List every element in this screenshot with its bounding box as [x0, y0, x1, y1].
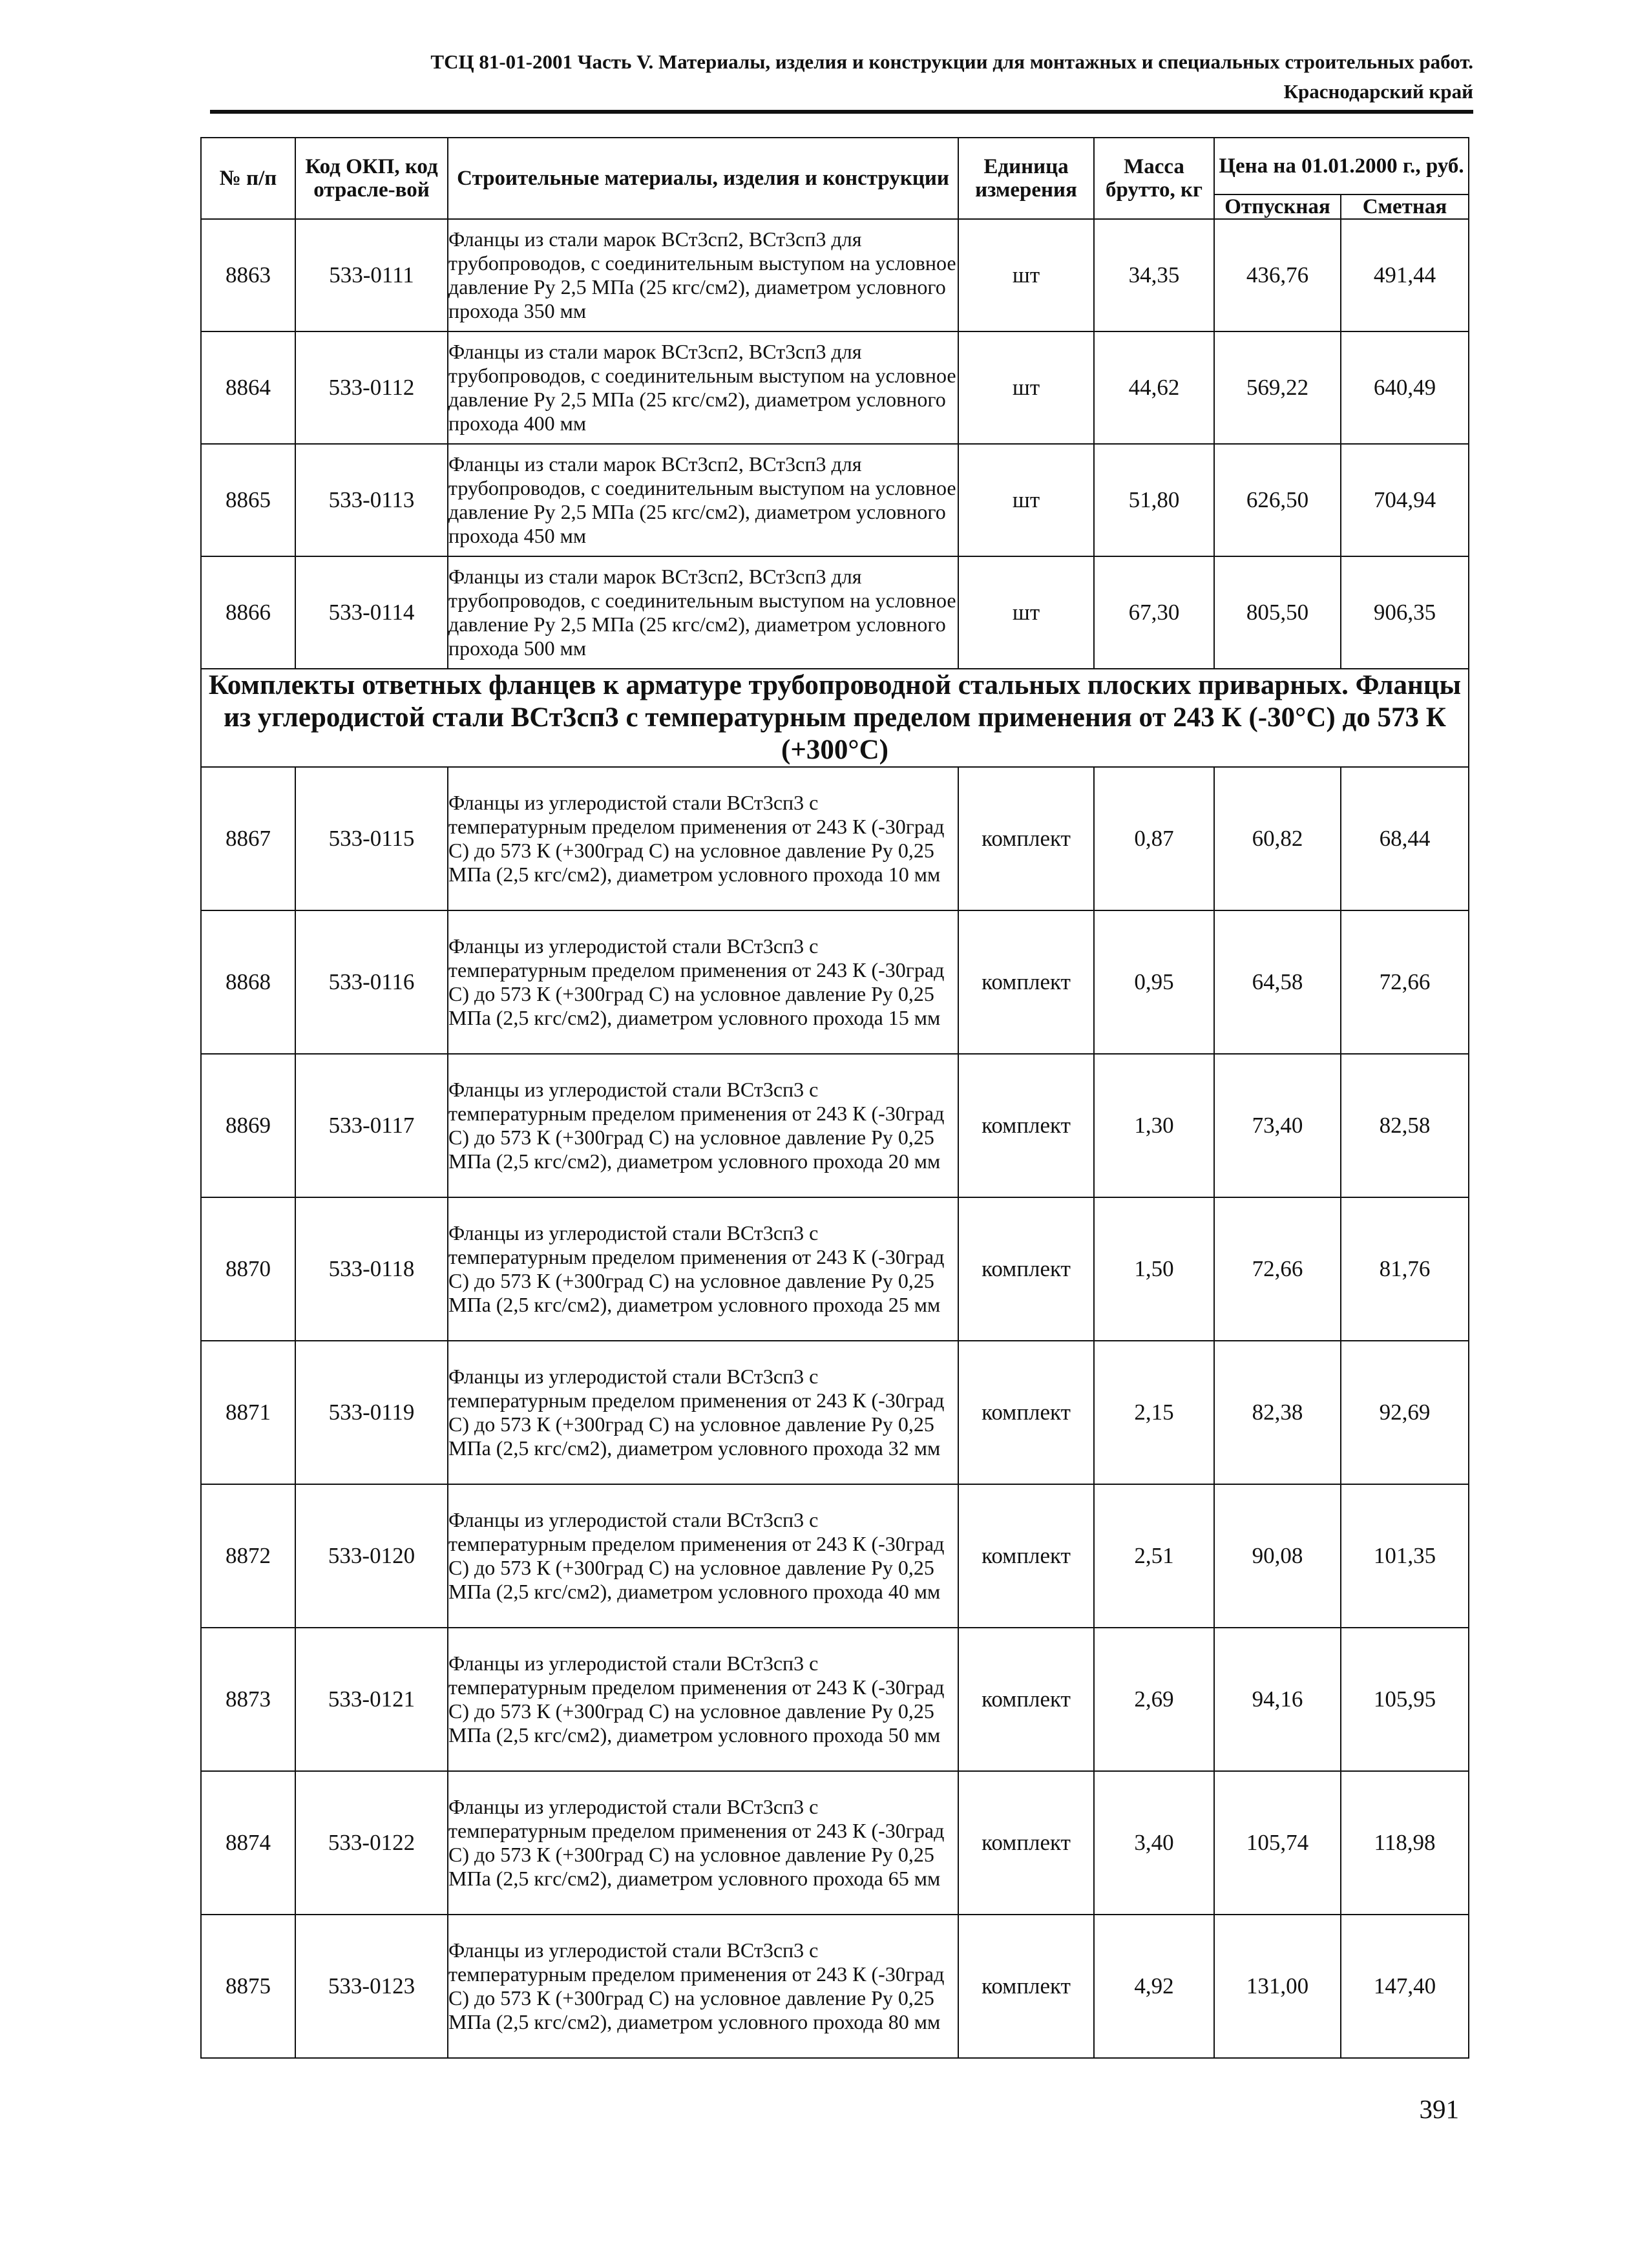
row-mass: 2,51 — [1094, 1484, 1214, 1628]
row-number: 8874 — [201, 1771, 295, 1915]
table-row — [201, 1341, 1469, 1484]
row-number: 8875 — [201, 1915, 295, 2058]
row-mass: 1,50 — [1094, 1197, 1214, 1341]
row-release-price: 94,16 — [1214, 1628, 1341, 1771]
row-code: 533-0118 — [295, 1197, 448, 1341]
row-code: 533-0117 — [295, 1054, 448, 1197]
table-row — [201, 556, 1469, 669]
row-mass: 0,87 — [1094, 767, 1214, 910]
row-description: Фланцы из углеродистой стали ВСт3сп3 с температурным пределом применения от 243 К (-30град С) до 573 К (+300град С) на условное давление Ру 0,25 МПа (2,5 кгс/см2), диаметром условного прохода 80 мм — [448, 1915, 958, 2058]
row-number: 8867 — [201, 767, 295, 910]
row-description: Фланцы из углеродистой стали ВСт3сп3 с температурным пределом применения от 243 К (-30град С) до 573 К (+300град С) на условное давление Ру 0,25 МПа (2,5 кгс/см2), диаметром условного прохода 50 мм — [448, 1628, 958, 1771]
price-table — [200, 137, 1469, 2059]
row-estimate-price: 72,66 — [1341, 910, 1469, 1054]
row-code: 533-0121 — [295, 1628, 448, 1771]
row-release-price: 60,82 — [1214, 767, 1341, 910]
table-row — [201, 1484, 1469, 1628]
row-release-price: 569,22 — [1214, 331, 1341, 444]
row-unit: комплект — [958, 1484, 1094, 1628]
row-estimate-price: 101,35 — [1341, 1484, 1469, 1628]
table-row — [201, 331, 1469, 444]
row-mass: 34,35 — [1094, 219, 1214, 331]
table-row — [201, 444, 1469, 556]
table-section — [201, 669, 1469, 767]
row-number: 8864 — [201, 331, 295, 444]
row-description: Фланцы из углеродистой стали ВСт3сп3 с температурным пределом применения от 243 К (-30град С) до 573 К (+300град С) на условное давление Ру 0,25 МПа (2,5 кгс/см2), диаметром условного прохода 25 мм — [448, 1197, 958, 1341]
row-code: 533-0122 — [295, 1771, 448, 1915]
col-header-release-price: Отпускная — [1214, 194, 1341, 219]
table-row — [201, 910, 1469, 1054]
section-title: Комплекты ответных фланцев к арматуре трубопроводной стальных плоских приварных. Фланцы из углеродистой стали ВСт3сп3 с температурным пределом применения от 243 К (-30°С) до 573 К (+300°С) — [201, 669, 1469, 767]
row-estimate-price: 92,69 — [1341, 1341, 1469, 1484]
row-release-price: 105,74 — [1214, 1771, 1341, 1915]
row-number: 8863 — [201, 219, 295, 331]
row-release-price: 82,38 — [1214, 1341, 1341, 1484]
table-row — [201, 767, 1469, 910]
table-body-flange-sets — [201, 767, 1469, 2058]
col-header-price: Цена на 01.01.2000 г., руб. — [1214, 138, 1469, 194]
col-header-mass: Масса брутто, кг — [1094, 138, 1214, 219]
row-unit: комплект — [958, 1915, 1094, 2058]
header-rule — [210, 110, 1473, 114]
page-number: 391 — [1419, 2094, 1459, 2124]
col-header-name: Строительные материалы, изделия и конструкции — [448, 138, 958, 219]
row-description: Фланцы из углеродистой стали ВСт3сп3 с температурным пределом применения от 243 К (-30град С) до 573 К (+300град С) на условное давление Ру 0,25 МПа (2,5 кгс/см2), диаметром условного прохода 15 мм — [448, 910, 958, 1054]
row-number: 8870 — [201, 1197, 295, 1341]
row-estimate-price: 82,58 — [1341, 1054, 1469, 1197]
row-mass: 4,92 — [1094, 1915, 1214, 2058]
row-release-price: 131,00 — [1214, 1915, 1341, 2058]
row-code: 533-0116 — [295, 910, 448, 1054]
row-unit: комплект — [958, 1628, 1094, 1771]
table-row — [201, 1628, 1469, 1771]
row-estimate-price: 68,44 — [1341, 767, 1469, 910]
row-code: 533-0114 — [295, 556, 448, 669]
row-mass: 0,95 — [1094, 910, 1214, 1054]
row-release-price: 90,08 — [1214, 1484, 1341, 1628]
row-unit: шт — [958, 556, 1094, 669]
row-release-price: 626,50 — [1214, 444, 1341, 556]
row-unit: шт — [958, 331, 1094, 444]
row-description: Фланцы из углеродистой стали ВСт3сп3 с температурным пределом применения от 243 К (-30град С) до 573 К (+300град С) на условное давление Ру 0,25 МПа (2,5 кгс/см2), диаметром условного прохода 20 мм — [448, 1054, 958, 1197]
row-unit: комплект — [958, 1771, 1094, 1915]
table-row — [201, 1054, 1469, 1197]
row-mass: 67,30 — [1094, 556, 1214, 669]
row-release-price: 805,50 — [1214, 556, 1341, 669]
row-unit: комплект — [958, 1341, 1094, 1484]
row-description: Фланцы из стали марок ВСт3сп2, ВСт3сп3 для трубопроводов, с соединительным выступом на условное давление Ру 2,5 МПа (25 кгс/см2), диаметром условного прохода 450 мм — [448, 444, 958, 556]
row-description: Фланцы из углеродистой стали ВСт3сп3 с температурным пределом применения от 243 К (-30град С) до 573 К (+300град С) на условное давление Ру 0,25 МПа (2,5 кгс/см2), диаметром условного прохода 65 мм — [448, 1771, 958, 1915]
row-unit: комплект — [958, 910, 1094, 1054]
row-code: 533-0119 — [295, 1341, 448, 1484]
row-estimate-price: 704,94 — [1341, 444, 1469, 556]
row-description: Фланцы из углеродистой стали ВСт3сп3 с температурным пределом применения от 243 К (-30град С) до 573 К (+300град С) на условное давление Ру 0,25 МПа (2,5 кгс/см2), диаметром условного прохода 40 мм — [448, 1484, 958, 1628]
row-mass: 3,40 — [1094, 1771, 1214, 1915]
row-number: 8866 — [201, 556, 295, 669]
row-mass: 44,62 — [1094, 331, 1214, 444]
row-number: 8871 — [201, 1341, 295, 1484]
row-code: 533-0111 — [295, 219, 448, 331]
row-unit: комплект — [958, 1197, 1094, 1341]
row-number: 8868 — [201, 910, 295, 1054]
col-header-num: № п/п — [201, 138, 295, 219]
table-row — [201, 1771, 1469, 1915]
table-row — [201, 219, 1469, 331]
document-header-title: ТСЦ 81-01-2001 Часть V. Материалы, изделия и конструкции для монтажных и специальных строительных работ. — [430, 50, 1473, 73]
row-number: 8869 — [201, 1054, 295, 1197]
row-code: 533-0113 — [295, 444, 448, 556]
row-number: 8872 — [201, 1484, 295, 1628]
row-release-price: 73,40 — [1214, 1054, 1341, 1197]
row-estimate-price: 81,76 — [1341, 1197, 1469, 1341]
row-estimate-price: 105,95 — [1341, 1628, 1469, 1771]
row-estimate-price: 491,44 — [1341, 219, 1469, 331]
row-unit: шт — [958, 444, 1094, 556]
row-description: Фланцы из стали марок ВСт3сп2, ВСт3сп3 для трубопроводов, с соединительным выступом на условное давление Ру 2,5 МПа (25 кгс/см2), диаметром условного прохода 400 мм — [448, 331, 958, 444]
row-release-price: 72,66 — [1214, 1197, 1341, 1341]
table-header — [201, 138, 1469, 219]
row-estimate-price: 147,40 — [1341, 1915, 1469, 2058]
row-description: Фланцы из углеродистой стали ВСт3сп3 с температурным пределом применения от 243 К (-30град С) до 573 К (+300град С) на условное давление Ру 0,25 МПа (2,5 кгс/см2), диаметром условного прохода 10 мм — [448, 767, 958, 910]
col-header-unit: Единица измерения — [958, 138, 1094, 219]
row-number: 8865 — [201, 444, 295, 556]
row-unit: комплект — [958, 767, 1094, 910]
row-code: 533-0112 — [295, 331, 448, 444]
row-code: 533-0123 — [295, 1915, 448, 2058]
row-estimate-price: 118,98 — [1341, 1771, 1469, 1915]
row-mass: 2,15 — [1094, 1341, 1214, 1484]
row-number: 8873 — [201, 1628, 295, 1771]
row-estimate-price: 906,35 — [1341, 556, 1469, 669]
col-header-estimate-price: Сметная — [1341, 194, 1469, 219]
row-description: Фланцы из стали марок ВСт3сп2, ВСт3сп3 для трубопроводов, с соединительным выступом на условное давление Ру 2,5 МПа (25 кгс/см2), диаметром условного прохода 500 мм — [448, 556, 958, 669]
row-release-price: 436,76 — [1214, 219, 1341, 331]
row-mass: 2,69 — [1094, 1628, 1214, 1771]
document-header-region: Краснодарский край — [1283, 80, 1473, 103]
row-release-price: 64,58 — [1214, 910, 1341, 1054]
row-estimate-price: 640,49 — [1341, 331, 1469, 444]
table-body-flanges — [201, 219, 1469, 669]
table-row — [201, 1197, 1469, 1341]
row-code: 533-0120 — [295, 1484, 448, 1628]
row-unit: комплект — [958, 1054, 1094, 1197]
row-mass: 51,80 — [1094, 444, 1214, 556]
row-description: Фланцы из углеродистой стали ВСт3сп3 с температурным пределом применения от 243 К (-30град С) до 573 К (+300град С) на условное давление Ру 0,25 МПа (2,5 кгс/см2), диаметром условного прохода 32 мм — [448, 1341, 958, 1484]
row-mass: 1,30 — [1094, 1054, 1214, 1197]
col-header-code: Код ОКП, код отрасле-вой — [295, 138, 448, 219]
row-code: 533-0115 — [295, 767, 448, 910]
table-row — [201, 1915, 1469, 2058]
row-description: Фланцы из стали марок ВСт3сп2, ВСт3сп3 для трубопроводов, с соединительным выступом на условное давление Ру 2,5 МПа (25 кгс/см2), диаметром условного прохода 350 мм — [448, 219, 958, 331]
row-unit: шт — [958, 219, 1094, 331]
